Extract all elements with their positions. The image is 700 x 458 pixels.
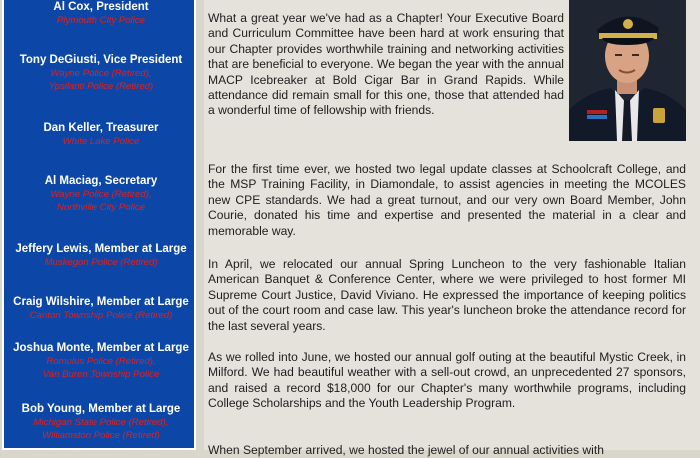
member-entry	[4, 174, 198, 214]
member-affiliation: Ypsilanti Police (Retired)	[48, 81, 154, 92]
member-entry	[4, 341, 198, 381]
sidebar-panel	[0, 0, 204, 450]
member-entry	[4, 121, 198, 148]
member-affiliation: Michigan State Police (Retired),	[33, 417, 169, 428]
member-affiliation: Wayne Police (Retired),	[50, 68, 152, 79]
member-name: Dan Keller, Treasurer	[43, 122, 159, 134]
member-name: Joshua Monte, Member at Large	[13, 342, 189, 354]
member-affiliation: Williamston Police (Retired)	[42, 430, 160, 441]
member-name: Tony DeGiusti, Vice President	[19, 54, 183, 66]
member-entry	[4, 402, 198, 442]
portrait-photo	[569, 0, 686, 141]
article-paragraph: What a great year we've had as a Chapter! Your Executive Board and Curriculum Committee have been hard at work ensuring that our Chapter provides worthwhile training and networking activities that are beneficial to everyone. We began the year with the annual MACP Icebreaker at Bold Cigar Bar in Grand Rapids. While attendance did remain small for this one, those that attended had a wonderful time of fellowship with friends.	[208, 11, 564, 118]
member-affiliation: Canton Township Police (Retired)	[29, 310, 173, 321]
member-affiliation: Plymouth City Police	[57, 15, 145, 26]
member-entry	[4, 242, 198, 269]
member-affiliation: Wayne Police (Retired),	[50, 189, 152, 200]
article-paragraph: In April, we relocated our annual Spring Luncheon to the very fashionable Italian American Banquet & Conference Center, where we were privileged to host former MI Supreme Court Justice, David Viviano. He expressed the importance of keeping politics out of the court room and case law. This year's luncheon broke the attendance record for the last several years.	[208, 257, 686, 333]
member-name: Craig Wilshire, Member at Large	[13, 296, 189, 308]
member-affiliation: Muskegon Police (Retired)	[44, 257, 158, 268]
article-paragraph: When September arrived, we hosted the jewel of our annual activities with	[208, 443, 604, 457]
member-affiliation: Van Buren Township Police	[42, 369, 160, 380]
member-affiliation: Romulus Police (Retired),	[46, 356, 156, 367]
member-name: Jeffery Lewis, Member at Large	[15, 243, 187, 255]
article-paragraph: As we rolled into June, we hosted our annual golf outing at the beautiful Mystic Creek, in Milford. We had beautiful weather with a sell-out crowd, an unprecedented 27 sponsors, and raised a record $18,000 for our Chapter's many worthwhile programs, including College Scholarships and the Youth Leadership Program.	[208, 350, 686, 411]
member-name: Bob Young, Member at Large	[21, 403, 181, 415]
member-affiliation: Northville City Police	[57, 202, 145, 213]
member-name: Al Maciag, Secretary	[44, 175, 158, 187]
article-paragraph: For the first time ever, we hosted two legal update classes at Schoolcraft College, and the MSP Training Facility, in Diamondale, to assist agencies in meeting the MCOLES new CPE standards. We had a great turnout, and our very own Board Member, John Courie, donated his time and expertise and presented the material in a clear and memorable way.	[208, 162, 686, 238]
article-body	[204, 0, 700, 457]
member-entry	[4, 0, 198, 27]
member-affiliation: White Lake Police	[62, 136, 140, 147]
member-entry	[4, 295, 198, 322]
board-member-list	[2, 0, 196, 450]
member-name: Al Cox, President	[53, 1, 149, 13]
member-entry	[4, 53, 198, 93]
